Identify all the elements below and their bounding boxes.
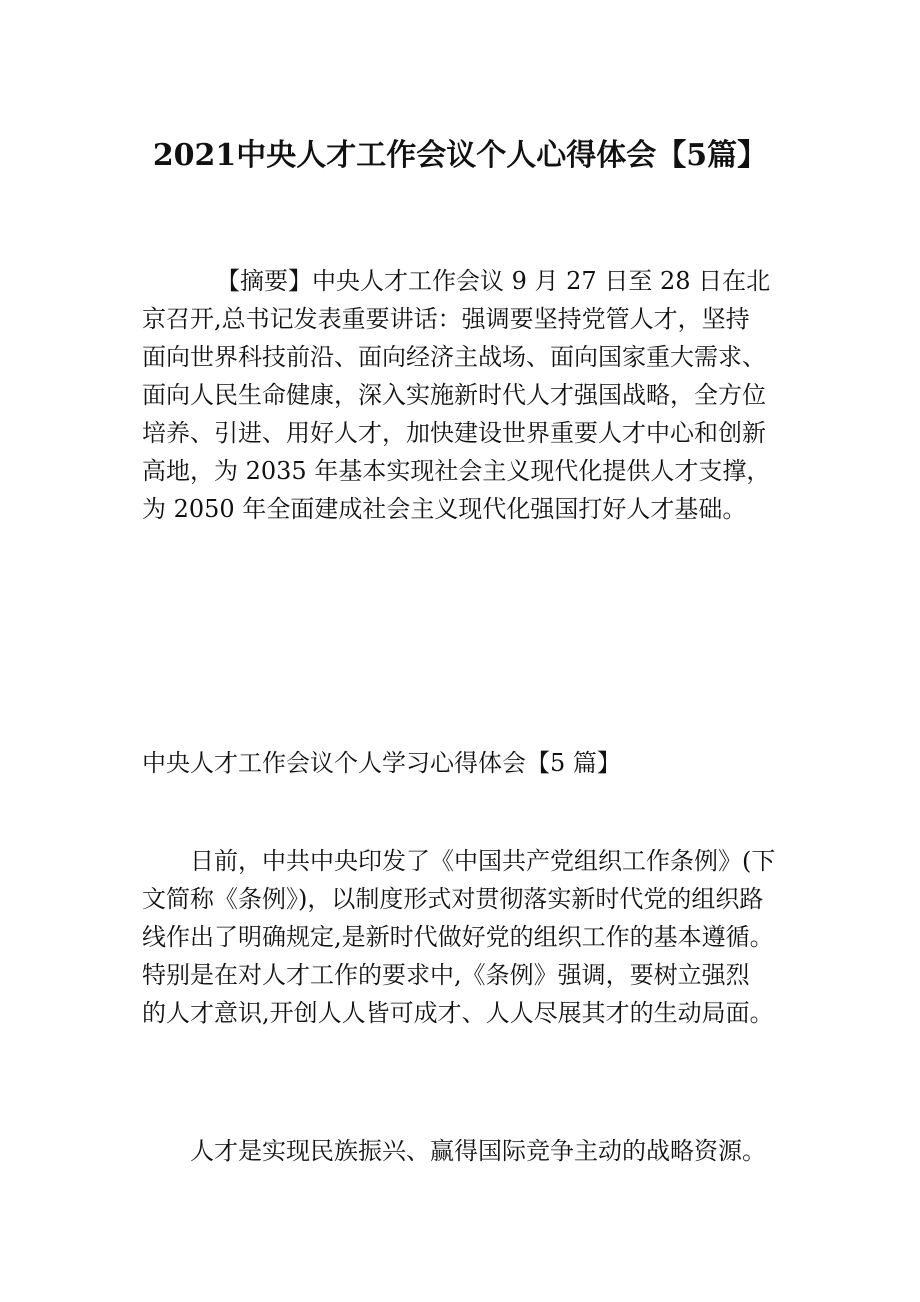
abstract-paragraph	[142, 262, 802, 528]
body-line: 日前，中共中央印发了《中国共产党组织工作条例》(下	[190, 847, 776, 875]
abstract-line: 京召开,总书记发表重要讲话：强调要坚持党管人才，坚持	[142, 305, 750, 333]
body-line: 特别是在对人才工作的要求中,《条例》强调，要树立强烈	[142, 961, 750, 989]
abstract-line: 面向世界科技前沿、面向经济主战场、面向国家重大需求、	[142, 343, 766, 371]
body-line: 人才是实现民族振兴、赢得国际竞争主动的战略资源。	[190, 1137, 766, 1165]
abstract-line: 高地，为 2035 年基本实现社会主义现代化提供人才支撑，	[142, 457, 771, 485]
body-paragraph	[142, 1132, 802, 1170]
body-line: 文简称《条例》)，以制度形式对贯彻落实新时代党的组织路	[142, 885, 764, 913]
abstract-line: 面向人民生命健康，深入实施新时代人才强国战略，全方位	[142, 381, 766, 409]
body-paragraph	[142, 842, 802, 1032]
body-line: 线作出了明确规定,是新时代做好党的组织工作的基本遵循。	[142, 923, 774, 951]
body-line: 的人才意识,开创人人皆可成才、人人尽展其才的生动局面。	[142, 999, 774, 1027]
document-title: 2021中央人才工作会议个人心得体会【5篇】	[152, 138, 768, 174]
abstract-line: 为 2050 年全面建成社会主义现代化强国打好人才基础。	[142, 495, 747, 523]
section-heading: 中央人才工作会议个人学习心得体会【5 篇】	[142, 749, 621, 777]
abstract-line: 培养、引进、用好人才，加快建设世界重要人才中心和创新	[142, 419, 766, 447]
abstract-line: 【摘要】中央人才工作会议 9 月 27 日至 28 日在北	[216, 267, 771, 295]
